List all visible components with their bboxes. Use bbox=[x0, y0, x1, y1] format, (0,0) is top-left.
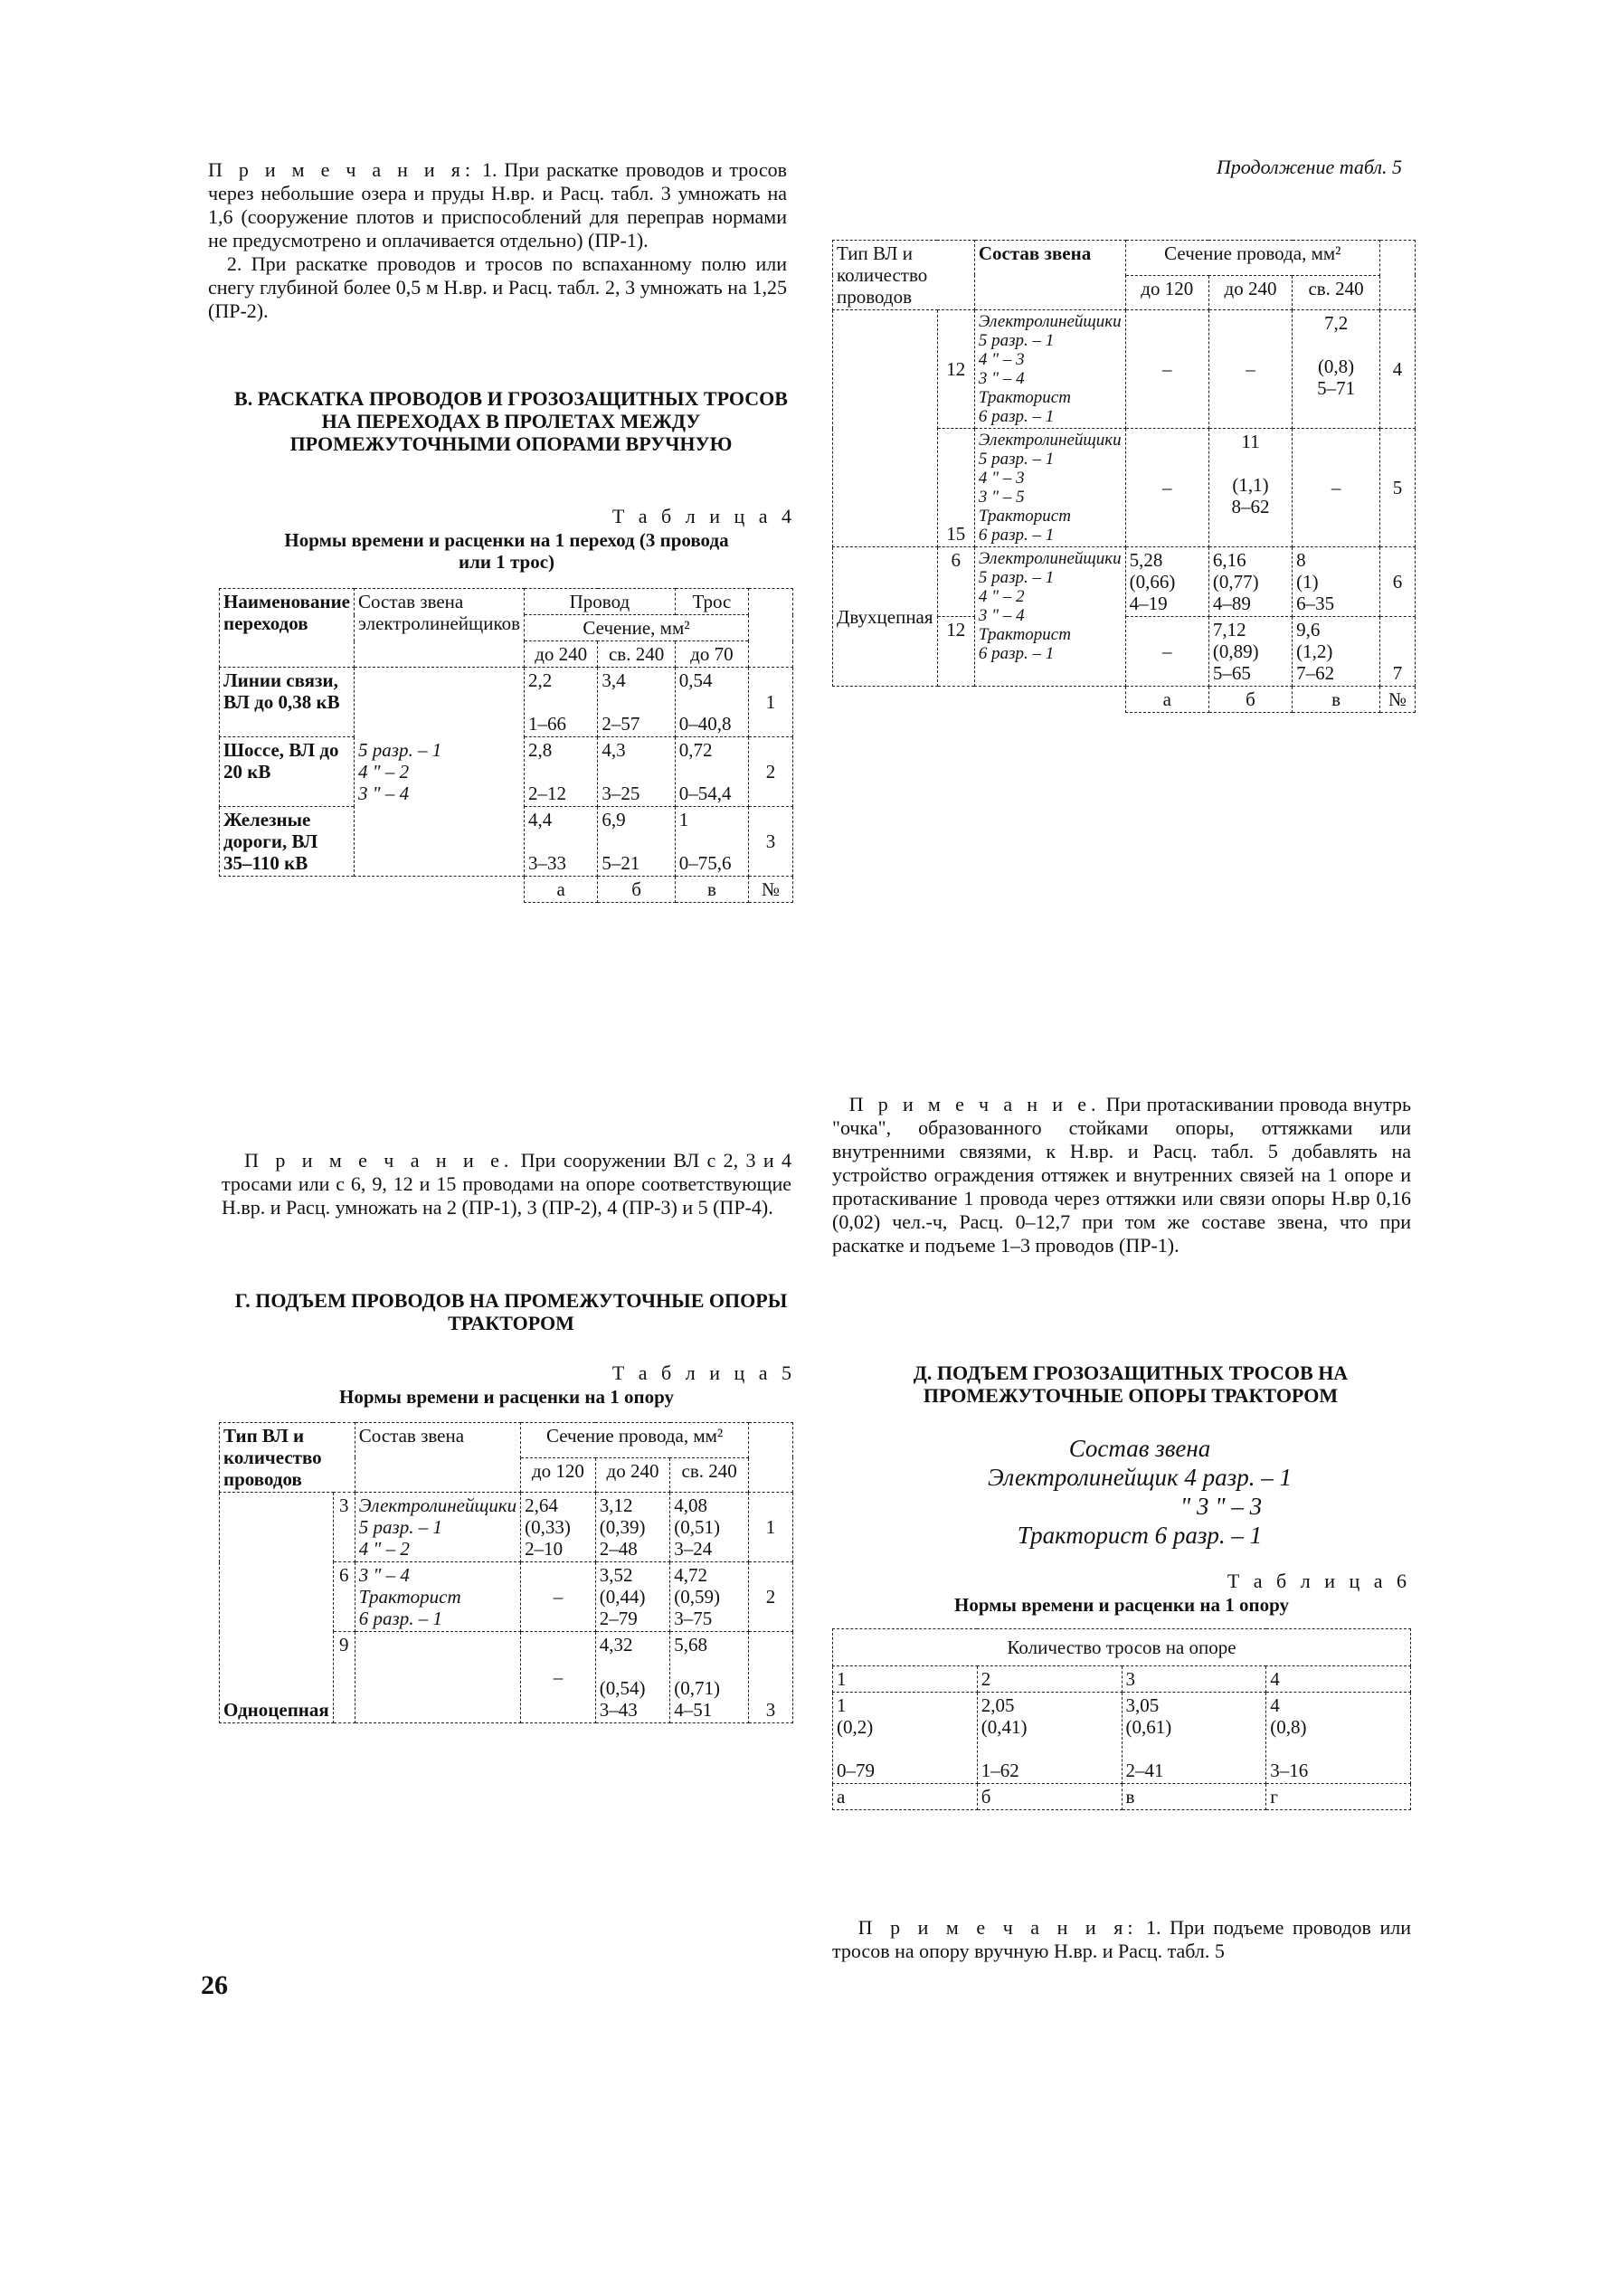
t5-r2-b1: 3,52 bbox=[599, 1564, 633, 1586]
table-5-continued bbox=[832, 240, 1416, 713]
t4-f-a: а bbox=[524, 877, 597, 903]
table-5-label: Т а б л и ц а 5 bbox=[611, 1361, 796, 1384]
t5c-r4-n: 4 bbox=[1380, 310, 1416, 429]
t6-b2: (0,41) bbox=[980, 1716, 1028, 1738]
crew-block bbox=[868, 1434, 1411, 1550]
table-5-caption: Нормы времени и расценки на 1 опору bbox=[339, 1386, 674, 1408]
table-4 bbox=[219, 588, 793, 903]
t5c-crew-3: Электролинейщики 5 разр. – 1 4 " – 2 3 " – 4 Тракторист 6 разр. – 1 bbox=[974, 547, 1125, 687]
t4-h-c3: до 70 bbox=[675, 641, 748, 668]
note-2-label: П р и м е ч а н и е. bbox=[244, 1149, 514, 1172]
t4-r3-b1: 6,9 bbox=[602, 809, 626, 830]
t5c-r6-c2: (1) bbox=[1296, 571, 1319, 593]
t4-h-c2: св. 240 bbox=[598, 641, 675, 668]
t5-h-c2: до 240 bbox=[595, 1457, 670, 1493]
t5-r1-n: 1 bbox=[749, 1493, 793, 1562]
t5c-r5-q: 15 bbox=[937, 429, 974, 547]
t6-d3: 3–16 bbox=[1270, 1760, 1309, 1781]
t5c-r7-q: 12 bbox=[937, 617, 974, 687]
t4-r1-c2: 0–40,8 bbox=[678, 713, 732, 735]
t5-r1-c2: (0,51) bbox=[674, 1516, 721, 1538]
t4-r3-a2: 3–33 bbox=[527, 852, 566, 874]
t6-col-3: 3 bbox=[1122, 1666, 1266, 1693]
t6-f-b: б bbox=[977, 1784, 1122, 1810]
t5-r2-n: 2 bbox=[749, 1562, 793, 1632]
t5-r2-q: 6 bbox=[333, 1562, 355, 1632]
t5-r3-n: 3 bbox=[749, 1632, 793, 1723]
t4-r2-b1: 4,3 bbox=[602, 739, 626, 761]
note-3-text: При протаскивании провода внутрь "очка", образованного стойками опоры, оттяжками или внутренними связями, к Н.вр. и Расц. табл. 5 добавлять на устройство ограждения оттяжек и внутренних связей на 1 опоре и протаскивание 1 провода через оттяжки или связи опоры Н.вр 0,16 (0,02) чел.-ч, Расц. 0–12,7 при том же составе звена, что при раскатке и подъеме 1–3 проводов (ПР-1). bbox=[832, 1093, 1411, 1257]
note-2-text: При сооружении ВЛ с 2, 3 и 4 тросами или с 6, 9, 12 и 15 проводами на опоре соответствующие Н.вр. и Расц. умножать на 2 (ПР-1), 3 (ПР-2), 4 (ПР-3) и 5 (ПР-4). bbox=[222, 1149, 792, 1219]
t6-c2: (0,61) bbox=[1125, 1716, 1172, 1738]
t5c-h-type: Тип ВЛ и количество проводов bbox=[833, 241, 975, 310]
t5c-r5-b1: 11 bbox=[1241, 431, 1260, 452]
note-1-para-1: 1. При раскатке проводов и тросов через небольшие озера и пруды Н.вр. и Расц. табл. 3 умножать на 1,6 (сооружение плотов и приспособлений для переправ нормами не предусмотрено и оплачивается отдельно) (ПР-1). bbox=[208, 158, 787, 251]
note-1 bbox=[208, 158, 787, 323]
t5-type: Одноцепная bbox=[220, 1493, 334, 1723]
t5-h-crew: Состав звена bbox=[355, 1423, 520, 1493]
t5c-r4-a: – bbox=[1125, 310, 1208, 429]
t5-r2-b2: (0,44) bbox=[599, 1586, 646, 1608]
t6-col-1: 1 bbox=[833, 1666, 978, 1693]
t5c-r6-a2: (0,66) bbox=[1129, 571, 1176, 593]
t4-r2-c1: 0,72 bbox=[678, 739, 713, 761]
t4-h-section: Сечение, мм² bbox=[524, 615, 748, 641]
t5-r1-q: 3 bbox=[333, 1493, 355, 1562]
t5c-r6-c1: 8 bbox=[1296, 549, 1306, 571]
t5-h-section: Сечение провода, мм² bbox=[521, 1423, 749, 1458]
t5-crew-bot: 3 " – 4 Тракторист 6 разр. – 1 bbox=[355, 1562, 520, 1632]
t4-crew: 5 разр. – 1 4 " – 2 3 " – 4 bbox=[355, 668, 525, 877]
t5c-r4-b: – bbox=[1208, 310, 1292, 429]
t5-r3-c3: 4–51 bbox=[674, 1699, 713, 1721]
t5c-crew-2: Электролинейщики 5 разр. – 1 4 " – 3 3 " – 5 Тракторист 6 разр. – 1 bbox=[974, 429, 1125, 547]
t5-r2-c1: 4,72 bbox=[674, 1564, 708, 1586]
t5-r2-c3: 3–75 bbox=[674, 1608, 713, 1629]
crew-line-1: Электролинейщик 4 разр. – 1 bbox=[988, 1464, 1292, 1491]
t5c-r6-c3: 6–35 bbox=[1296, 593, 1335, 614]
t5c-r6-b2: (0,77) bbox=[1212, 571, 1259, 593]
t5-h-c3: св. 240 bbox=[670, 1457, 749, 1493]
t5c-r5-c: – bbox=[1293, 429, 1380, 547]
table-6-caption: Нормы времени и расценки на 1 опору bbox=[954, 1594, 1289, 1616]
t4-r1-c1: 0,54 bbox=[678, 669, 713, 691]
table-row bbox=[220, 668, 793, 737]
t4-r3-c2: 0–75,6 bbox=[678, 852, 732, 874]
t5-r1-a3: 2–10 bbox=[525, 1538, 564, 1560]
t6-d1: 4 bbox=[1270, 1694, 1280, 1716]
t5c-r6-a3: 4–19 bbox=[1129, 593, 1168, 614]
t4-r2-n: 2 bbox=[749, 737, 793, 807]
t5c-r4-c1: 7,2 bbox=[1323, 312, 1349, 334]
crew-line-2: " 3 " – 3 bbox=[1179, 1493, 1263, 1520]
t6-a3: 0–79 bbox=[837, 1760, 875, 1781]
t5c-r6-b3: 4–89 bbox=[1212, 593, 1251, 614]
t5c-f-c: в bbox=[1293, 687, 1380, 713]
t6-f-d: г bbox=[1266, 1784, 1411, 1810]
t5c-f-a: а bbox=[1125, 687, 1208, 713]
t5c-r7-c3: 7–62 bbox=[1296, 662, 1335, 684]
t5c-r5-a: – bbox=[1125, 429, 1208, 547]
t5-r3-c2: (0,71) bbox=[674, 1677, 721, 1699]
t6-f-a: а bbox=[833, 1784, 978, 1810]
table-4-caption: Нормы времени и расценки на 1 переход (3 провода или 1 трос) bbox=[284, 529, 729, 573]
t5c-r5-b3: 8–62 bbox=[1231, 496, 1270, 517]
note-4 bbox=[832, 1916, 1411, 1963]
t4-f-n: № bbox=[749, 877, 793, 903]
table-row bbox=[220, 1493, 793, 1562]
table-4-label: Т а б л и ц а 4 bbox=[611, 505, 796, 527]
t5c-h-crew: Состав звена bbox=[974, 241, 1125, 310]
crew-title: Состав звена bbox=[1068, 1435, 1211, 1462]
t5c-r6-a1: 5,28 bbox=[1129, 549, 1163, 571]
t6-b1: 2,05 bbox=[980, 1694, 1015, 1716]
note-3 bbox=[832, 1093, 1411, 1257]
t5-r3-q: 9 bbox=[333, 1632, 355, 1723]
t5c-f-n: № bbox=[1380, 687, 1416, 713]
t6-d2: (0,8) bbox=[1270, 1716, 1307, 1738]
t5-r3-a1: – bbox=[521, 1632, 596, 1723]
t4-r3-n: 3 bbox=[749, 807, 793, 877]
table-row bbox=[833, 547, 1416, 617]
t5c-r7-a: – bbox=[1125, 617, 1208, 687]
note-1-para-2: 2. При раскатке проводов и тросов по вспаханному полю или снегу глубиной более 0,5 м Н.вр. и Расц. табл. 2, 3 умножать на 1,25 (ПР-2). bbox=[208, 252, 787, 322]
section-g-heading: Г. ПОДЪЕМ ПРОВОДОВ НА ПРОМЕЖУТОЧНЫЕ ОПОРЫ ТРАКТОРОМ bbox=[234, 1289, 788, 1334]
t5-r2-a1: – bbox=[521, 1562, 596, 1632]
t5c-h-c3: св. 240 bbox=[1293, 275, 1380, 310]
t6-c3: 2–41 bbox=[1125, 1760, 1164, 1781]
note-1-label: П р и м е ч а н и я: bbox=[208, 158, 475, 181]
note-4-text: 1. При подъеме проводов или тросов на опору вручную Н.вр. и Расц. табл. 5 bbox=[832, 1916, 1412, 1962]
t4-r1-n: 1 bbox=[749, 668, 793, 737]
t5-h-c1: до 120 bbox=[521, 1457, 596, 1493]
t4-r2-a1: 2,8 bbox=[527, 739, 553, 761]
table-row bbox=[833, 310, 1416, 429]
t5-r2-b3: 2–79 bbox=[599, 1608, 638, 1629]
crew-line-3: Тракторист 6 разр. – 1 bbox=[1017, 1522, 1263, 1549]
t4-f-b: б bbox=[598, 877, 675, 903]
table-6-label: Т а б л и ц а 6 bbox=[1227, 1570, 1411, 1592]
table-5 bbox=[219, 1422, 793, 1723]
t4-h-wire: Провод bbox=[524, 589, 675, 615]
note-2 bbox=[222, 1149, 791, 1219]
page-number: 26 bbox=[201, 1970, 228, 2000]
t4-r1-b2: 2–57 bbox=[602, 713, 640, 735]
note-3-label: П р и м е ч а н и е. bbox=[848, 1093, 1101, 1115]
t5c-h-c1: до 120 bbox=[1125, 275, 1208, 310]
t4-r2-b2: 3–25 bbox=[602, 783, 640, 804]
t5-r1-a2: (0,33) bbox=[525, 1516, 571, 1538]
t6-col-4: 4 bbox=[1266, 1666, 1411, 1693]
t4-r3-a1: 4,4 bbox=[527, 809, 553, 830]
t4-h-crew: Состав звена электролинейщиков bbox=[355, 589, 525, 668]
t5c-r5-b2: (1,1) bbox=[1232, 474, 1269, 496]
t5-r3-b3: 3–43 bbox=[599, 1699, 638, 1721]
section-v-heading: В. РАСКАТКА ПРОВОДОВ И ГРОЗОЗАЩИТНЫХ ТРОСОВ НА ПЕРЕХОДАХ В ПРОЛЕТАХ МЕЖДУ ПРОМЕЖУТОЧНЫМИ ОПОРАМИ ВРУЧНУЮ bbox=[234, 387, 788, 455]
t5c-r4-c2: (0,8) bbox=[1317, 356, 1355, 377]
t5c-r6-q: 6 bbox=[937, 547, 974, 617]
t5c-r5-n: 5 bbox=[1380, 429, 1416, 547]
t5c-f-b: б bbox=[1208, 687, 1292, 713]
t5c-r7-b2: (0,89) bbox=[1212, 640, 1259, 662]
t5c-r6-n: 6 bbox=[1380, 547, 1416, 617]
table-6 bbox=[832, 1628, 1411, 1810]
t5c-r7-b3: 5–65 bbox=[1212, 662, 1251, 684]
t4-r2-c2: 0–54,4 bbox=[678, 783, 732, 804]
t5-r3-b1: 4,32 bbox=[599, 1634, 633, 1656]
t4-h-cable: Трос bbox=[675, 589, 748, 615]
t5-h-type: Тип ВЛ и количество проводов bbox=[220, 1423, 355, 1493]
t5c-r7-b1: 7,12 bbox=[1212, 619, 1246, 640]
t5-r1-a1: 2,64 bbox=[525, 1494, 558, 1516]
t6-b3: 1–62 bbox=[980, 1760, 1019, 1781]
t4-r2-name: Шоссе, ВЛ до 20 кВ bbox=[220, 737, 355, 807]
t5c-h-section: Сечение провода, мм² bbox=[1125, 241, 1379, 276]
t4-r3-c1: 1 bbox=[678, 809, 689, 830]
t5-r3-c1: 5,68 bbox=[674, 1634, 708, 1656]
t4-r3-b2: 5–21 bbox=[602, 852, 640, 874]
t4-h-name: Наименование переходов bbox=[220, 589, 355, 668]
t4-r1-a1: 2,2 bbox=[527, 669, 553, 691]
t4-r1-name: Линии связи, ВЛ до 0,38 кВ bbox=[220, 668, 355, 737]
t5-crew-top: Электролинейщики 5 разр. – 1 4 " – 2 bbox=[355, 1493, 520, 1562]
t5-r1-b2: (0,39) bbox=[599, 1516, 646, 1538]
t5-r1-c3: 3–24 bbox=[674, 1538, 713, 1560]
continuation-label: Продолжение табл. 5 bbox=[1216, 156, 1402, 178]
t5c-r7-n: 7 bbox=[1380, 617, 1416, 687]
t5c-r7-c2: (1,2) bbox=[1296, 640, 1333, 662]
t6-c1: 3,05 bbox=[1125, 1694, 1160, 1716]
t4-r1-a2: 1–66 bbox=[527, 713, 566, 735]
t6-a1: 1 bbox=[837, 1694, 847, 1716]
t4-r2-a2: 2–12 bbox=[527, 783, 566, 804]
t4-f-c: в bbox=[675, 877, 748, 903]
t5-r1-b3: 2–48 bbox=[599, 1538, 638, 1560]
t5c-r7-c1: 9,6 bbox=[1296, 619, 1321, 640]
t6-col-2: 2 bbox=[977, 1666, 1122, 1693]
t5-r1-b1: 3,12 bbox=[599, 1494, 633, 1516]
t4-r3-name: Железные дороги, ВЛ 35–110 кВ bbox=[220, 807, 355, 877]
t5-r1-c1: 4,08 bbox=[674, 1494, 708, 1516]
t5c-crew-1: Электролинейщики 5 разр. – 1 4 " – 3 3 " – 4 Тракторист 6 разр. – 1 bbox=[974, 310, 1125, 429]
t6-h: Количество тросов на опоре bbox=[833, 1629, 1411, 1666]
t5-r3-b2: (0,54) bbox=[599, 1677, 646, 1699]
t5c-r4-q: 12 bbox=[937, 310, 974, 429]
t5c-r6-b1: 6,16 bbox=[1212, 549, 1246, 571]
t5c-h-c2: до 240 bbox=[1208, 275, 1292, 310]
t5-r2-c2: (0,59) bbox=[674, 1586, 721, 1608]
t4-r1-b1: 3,4 bbox=[602, 669, 626, 691]
t6-f-c: в bbox=[1122, 1784, 1266, 1810]
table-row bbox=[833, 1693, 1411, 1784]
t4-h-c1: до 240 bbox=[524, 641, 597, 668]
t5c-type: Двухцепная bbox=[833, 547, 938, 687]
t6-a2: (0,2) bbox=[837, 1716, 874, 1738]
section-d-heading: Д. ПОДЪЕМ ГРОЗОЗАЩИТНЫХ ТРОСОВ НА ПРОМЕЖУТОЧНЫЕ ОПОРЫ ТРАКТОРОМ bbox=[913, 1361, 1349, 1407]
t5c-r4-c3: 5–71 bbox=[1317, 377, 1356, 399]
note-4-label: П р и м е ч а н и я: bbox=[857, 1916, 1138, 1939]
